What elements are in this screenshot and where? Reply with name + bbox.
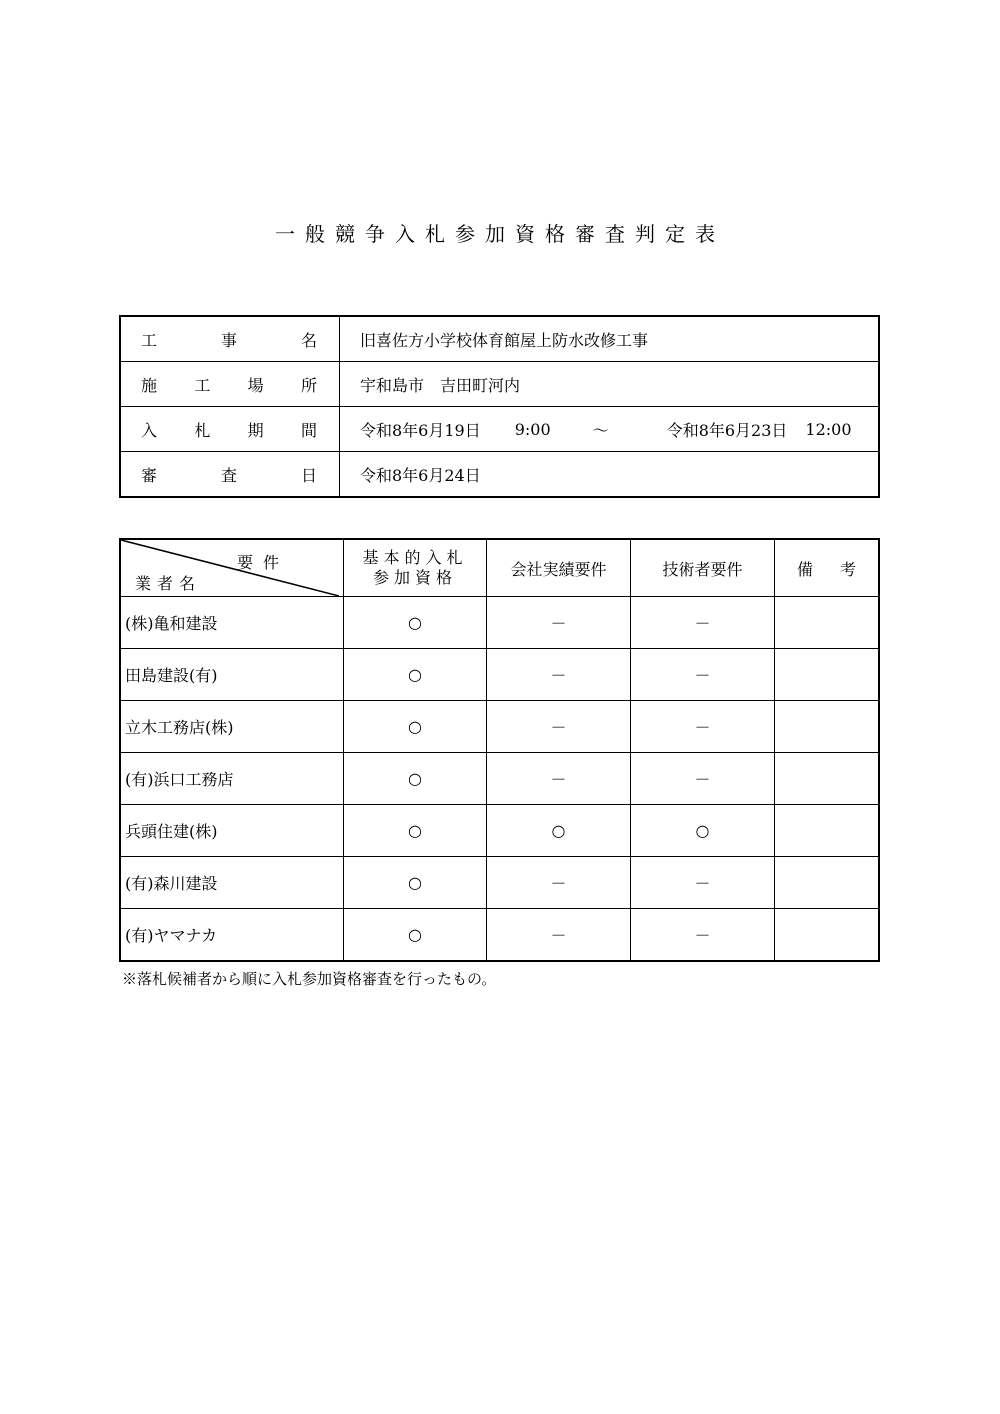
- label-char: 査: [220, 465, 237, 485]
- company-name: 立木工務店(株): [120, 701, 344, 753]
- engineer-mark: －: [631, 597, 775, 649]
- location-row: [120, 362, 879, 407]
- header-engineer: 技術者要件: [631, 539, 775, 597]
- company-record-mark: －: [487, 857, 631, 909]
- review-date-row: [120, 452, 879, 498]
- label-char: 入: [141, 420, 158, 440]
- basic-qualification-mark: ○: [344, 753, 487, 805]
- table-row: [120, 857, 879, 909]
- label-char: 施: [141, 375, 158, 395]
- remarks-cell: [775, 753, 880, 805]
- label-char: 工: [194, 375, 211, 395]
- label-char: 審: [141, 465, 158, 485]
- remarks-cell: [775, 649, 880, 701]
- engineer-mark: －: [631, 857, 775, 909]
- basic-qualification-mark: ○: [344, 649, 487, 701]
- period-label: [120, 407, 340, 452]
- location-label: [120, 362, 340, 407]
- judgement-header-row: [120, 539, 879, 597]
- review-date-label: [120, 452, 340, 498]
- period-separator: ～: [592, 420, 609, 440]
- header-basic-line1: 基本的入札: [362, 548, 468, 567]
- header-remarks: [775, 539, 880, 597]
- engineer-mark: －: [631, 909, 775, 962]
- period-start-time: 9:00: [514, 419, 551, 439]
- header-company-name: 業者名: [135, 574, 202, 593]
- table-row: [120, 597, 879, 649]
- label-char: 所: [300, 375, 317, 395]
- label-char: 日: [300, 465, 317, 485]
- header-basic-qualification: [344, 539, 487, 597]
- table-row: [120, 649, 879, 701]
- period-end-date: 令和8年6月23日: [666, 420, 788, 440]
- company-record-mark: －: [487, 753, 631, 805]
- company-record-mark: －: [487, 701, 631, 753]
- period-start-date: 令和8年6月19日: [360, 420, 481, 440]
- remarks-cell: [775, 805, 880, 857]
- table-row: [120, 753, 879, 805]
- company-name: (有)森川建設: [120, 857, 344, 909]
- company-record-mark: －: [487, 909, 631, 962]
- table-row: [120, 701, 879, 753]
- label-char: 事: [220, 330, 237, 350]
- remarks-cell: [775, 597, 880, 649]
- footnote: ※落札候補者から順に入札参加資格審査を行ったもの。: [122, 970, 497, 988]
- company-name: 兵頭住建(株): [120, 805, 344, 857]
- header-company-record: 会社実績要件: [487, 539, 631, 597]
- table-row: [120, 909, 879, 962]
- table-row: [120, 805, 879, 857]
- judgement-table: [119, 538, 880, 962]
- work-name-label: [120, 316, 340, 362]
- company-record-mark: －: [487, 597, 631, 649]
- label-char: 備: [797, 559, 814, 579]
- company-name: (有)ヤマナカ: [120, 909, 344, 962]
- engineer-mark: ○: [631, 805, 775, 857]
- project-info-table: [119, 315, 880, 498]
- remarks-cell: [775, 909, 880, 962]
- label-char: 名: [300, 330, 317, 350]
- basic-qualification-mark: ○: [344, 909, 487, 962]
- basic-qualification-mark: ○: [344, 597, 487, 649]
- work-name-value: 旧喜佐方小学校体育館屋上防水改修工事: [340, 316, 880, 362]
- engineer-mark: －: [631, 649, 775, 701]
- label-char: 間: [300, 420, 317, 440]
- engineer-mark: －: [631, 701, 775, 753]
- work-name-row: [120, 316, 879, 362]
- label-char: 場: [247, 375, 264, 395]
- header-requirement: 要件: [236, 553, 289, 572]
- engineer-mark: －: [631, 753, 775, 805]
- company-name: (株)亀和建設: [120, 597, 344, 649]
- label-char: 工: [141, 330, 158, 350]
- remarks-cell: [775, 701, 880, 753]
- label-char: 札: [194, 420, 211, 440]
- basic-qualification-mark: ○: [344, 805, 487, 857]
- diagonal-header-cell: [120, 539, 344, 597]
- review-date-value: 令和8年6月24日: [340, 452, 880, 498]
- basic-qualification-mark: ○: [344, 701, 487, 753]
- page-title: 一般競争入札参加資格審査判定表: [275, 222, 725, 246]
- company-record-mark: ○: [487, 805, 631, 857]
- location-value: 宇和島市 吉田町河内: [340, 362, 880, 407]
- period-row: [120, 407, 879, 452]
- period-value: [340, 407, 880, 452]
- remarks-cell: [775, 857, 880, 909]
- label-char: 考: [839, 559, 856, 579]
- company-name: 田島建設(有): [120, 649, 344, 701]
- company-name: (有)浜口工務店: [120, 753, 344, 805]
- basic-qualification-mark: ○: [344, 857, 487, 909]
- header-basic-line2: 参加資格: [372, 568, 457, 587]
- label-char: 期: [247, 420, 264, 440]
- company-record-mark: －: [487, 649, 631, 701]
- period-end-time: 12:00: [805, 419, 852, 439]
